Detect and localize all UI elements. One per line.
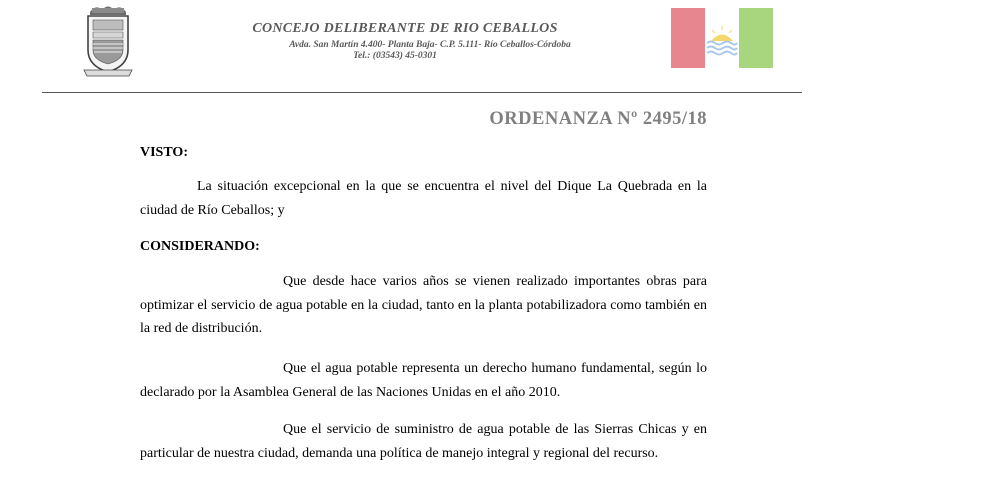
rio-ceballos-flag-icon — [671, 8, 773, 68]
organization-header — [170, 21, 610, 62]
considerando-paragraph-3: Que el servicio de suministro de agua potable de las Sierras Chicas y en particular de nuestra ciudad, demanda una política de manejo integral y regional del recurso. — [140, 422, 707, 461]
considerando-heading: CONSIDERANDO: — [140, 239, 260, 254]
visto-paragraph: La situación excepcional en la que se encuentra el nivel del Dique La Quebrada en la ciudad de Río Ceballos; y — [140, 179, 707, 218]
organization-name: CONCEJO DELIBERANTE DE RIO CEBALLOS — [252, 21, 558, 36]
organization-phone: Tel.: (03543) 45-0301 — [353, 51, 437, 61]
considerando-paragraph-1: Que desde hace varios años se vienen realizado importantes obras para optimizar el servicio de agua potable en la ciudad, tanto en la planta potabilizadora como también en la red de distribución. — [140, 274, 707, 336]
municipal-crest-icon — [82, 2, 134, 78]
considerando-paragraph-2: Que el agua potable representa un derecho humano fundamental, según lo declarado por la Asamblea General de las Naciones Unidas en el año 2010. — [140, 361, 707, 400]
organization-address: Avda. San Martín 4.400- Planta Baja- C.P. 5.111- Río Ceballos-Córdoba — [289, 40, 571, 50]
visto-heading: VISTO: — [140, 145, 188, 160]
ordinance-title: ORDENANZA Nº 2495/18 — [489, 109, 707, 129]
header-divider — [42, 92, 802, 93]
